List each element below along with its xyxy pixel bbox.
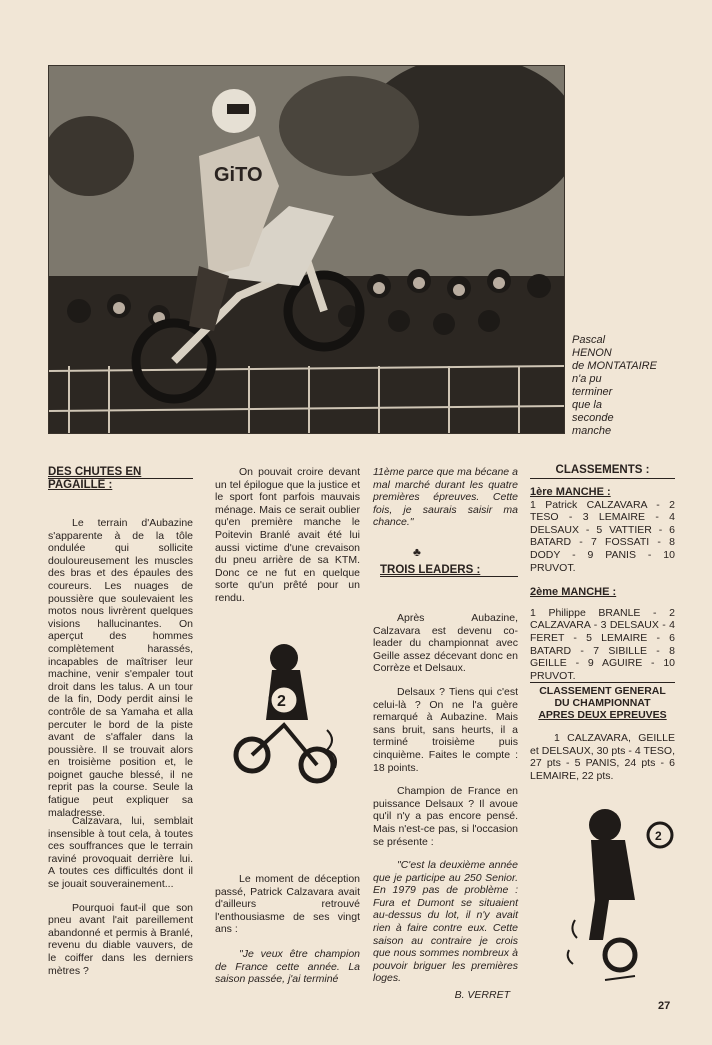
cartoon-rider-illustration [222, 640, 352, 790]
heading-rule [48, 478, 193, 479]
caption-line: manche [572, 425, 612, 437]
caption-line: HENON [572, 347, 612, 359]
caption-line: n'a pu [572, 373, 602, 385]
manche1-results: 1 Patrick CALZAVARA - 2 TESO - 3 LEMAIRE - 4 DELSAUX - 5 VATTIER - 6 BATARD - 7 FOSSATI - 8 DODY - 9 PANIS - 10 PRUVOT. [530, 498, 675, 574]
paragraph: On pouvait croire devant un tel épilogue que la justice et le sport font parfois mauvais ménage. Mais ce serait oublier qu'en première manche le Poitevin Branlé avait été lui aussi victime d'une crevaison du pneu arrière de sa KTM. Donc ce ne fut en quelque sorte qu'un prêté pour un rendu. [215, 466, 360, 604]
col3-body [373, 612, 518, 1002]
title-line: APRES DEUX EPREUVES [538, 709, 667, 721]
motocross-photo [48, 65, 565, 434]
classements-title: CLASSEMENTS : [555, 464, 650, 476]
heading-line: PAGAILLE : [48, 479, 113, 491]
paragraph: Après Aubazine, Calzavara est devenu co-leader du championnat avec Geille assez décevant donc en Corrèze et Delsaux. [373, 612, 518, 675]
paragraph: Le moment de déception passé, Patrick Calzavara avait d'ailleurs retrouvé l'enthousiasme de ses vingt ans : [215, 873, 360, 936]
caption-line: que la [572, 399, 602, 411]
col3-quote [373, 466, 518, 529]
manche1-heading: 1ère MANCHE : [530, 486, 611, 498]
heading-line: DES CHUTES EN [48, 466, 142, 478]
col1-body-2 [48, 815, 193, 977]
col4-body [530, 486, 675, 682]
photo-caption [572, 334, 662, 438]
svg-text:2: 2 [655, 829, 662, 843]
svg-text:GiTO: GiTO [214, 164, 263, 186]
paragraph: Champion de France en puissance Delsaux ? Il avoue qu'il n'y a pas encore pensé. Mais n'est-ce pas, si l'occasion se présente : [373, 785, 518, 848]
quote: 11ème parce que ma bécane a mal marché durant les quatre premières épreuves. Cette fois, je saurais saisir ma chance." [373, 466, 518, 529]
general-classement-title [530, 685, 675, 721]
manche2-results: 1 Philippe BRANLE - 2 CALZAVARA - 3 DELSAUX - 4 FERET - 5 LEMAIRE - 6 BATARD - 7 SIBILLE - 8 GEILLE - 9 AGUIRE - 10 PRUVOT. [530, 606, 675, 682]
general-classement-body [530, 732, 675, 782]
signature: B. VERRET [454, 989, 510, 1002]
paragraph: Pourquoi faut-il que son pneu avant l'ait pareillement abandonné et permis à Branlé, revenu du diable vauvers, de le coiffer dans les derniers mètres ? [48, 901, 193, 977]
paragraph: Le terrain d'Aubazine s'apparente à de la tôle ondulée qui sollicite douloureusement les muscles des bras et des épaules des coureurs. Les nuages de poussière que soulevaient les motos nous livrèrent quelques visions hallucinantes. On aperçut des hommes complètement harassés, incapables de maîtriser leur machine, venir s'empaler tout droit dans les talus. A un tour de la fin, Dody perdit ainsi le contrôle de sa Yamaha et alla percuter le bord de la piste avant de s'affaler dans la poussière. Il se trouvait alors en troisième position et, le poignet gauche blessé, il ne reprit pas la course. Seule la fatigue peut expliquer sa maladresse. [48, 517, 193, 819]
title-line: CLASSEMENT GENERAL [539, 685, 666, 697]
paragraph: Calzavara, lui, semblait insensible à tout cela, à toutes ces souffrances que le terrain raviné provoquait derrière lui. A toutes ces difficultés dont il se jouait souverainement... [48, 815, 193, 890]
paragraph: Delsaux ? Tiens qui c'est celui-là ? On ne l'a guère remarqué à Aubazine. Mais sans bruit, sans heurts, il a terminé troisième puis cinquième. Faites le compte : 18 points. [373, 685, 518, 774]
quote: "Je veux être champion de France cette année. La saison passée, j'ai terminé [215, 947, 360, 986]
col2-body-2 [215, 873, 360, 986]
manche2-heading: 2ème MANCHE : [530, 586, 617, 599]
quote: "C'est la deuxième année que je participe au 250 Senior. En 1979 pas de problème : Fura et Dumont se situaient au-dessus du lot, il n'y avait rien à faire contre eux. Cette saison au contraire je crois que nous sommes nombreux à pouvoir briguer les premières loges. [373, 859, 518, 985]
title-line: DU CHAMPIONNAT [554, 697, 651, 709]
col1-heading [48, 466, 193, 492]
page-number: 27 [658, 1000, 671, 1012]
caption-line: de MONTATAIRE [572, 360, 657, 372]
col2-body [215, 466, 360, 605]
divider-ornament: ♣ [413, 545, 421, 559]
caption-line: seconde [572, 412, 614, 424]
heading-rule [530, 682, 675, 683]
heading-rule [530, 478, 675, 479]
caption-line: Pascal [572, 334, 606, 346]
col3-heading: TROIS LEADERS : [380, 564, 481, 576]
caption-line: terminer [572, 386, 613, 398]
cartoon-rider-illustration [565, 800, 675, 990]
general-results: 1 CALZAVARA, GEILLE et DELSAUX, 30 pts - 4 TESO, 27 pts - 5 PANIS, 24 pts - 6 LEMAIRE, 22 pts. [530, 732, 675, 782]
heading-rule [380, 576, 518, 577]
col1-body [48, 517, 193, 819]
svg-text:2: 2 [277, 693, 286, 710]
rider-jump-illustration [49, 66, 564, 433]
